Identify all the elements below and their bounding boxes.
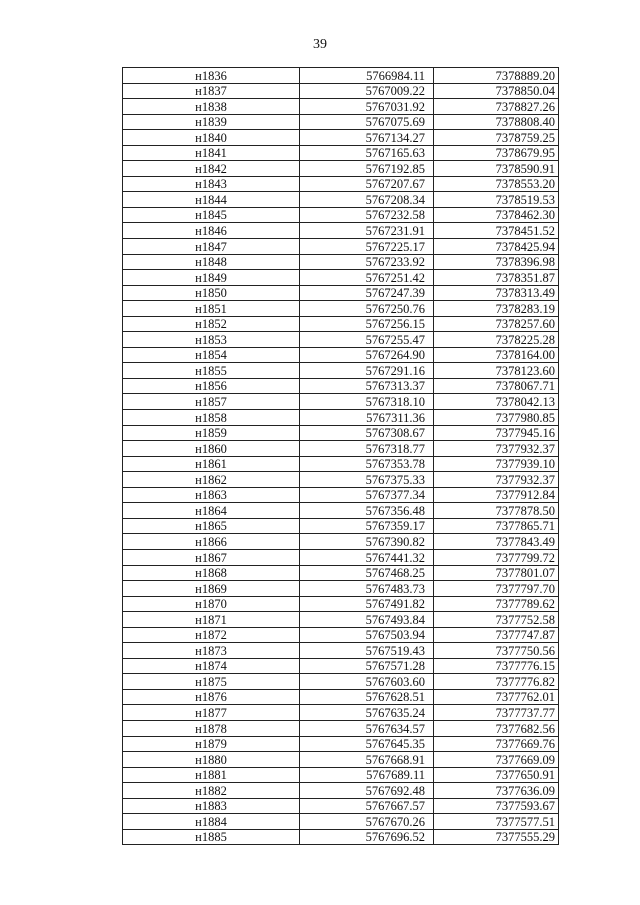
x-coordinate-cell: 5767483.73	[300, 581, 434, 597]
y-coordinate-cell: 7378679.95	[434, 145, 559, 161]
x-coordinate-cell: 5767232.58	[300, 207, 434, 223]
y-coordinate-cell: 7378519.53	[434, 192, 559, 208]
y-coordinate-cell: 7377636.09	[434, 783, 559, 799]
y-coordinate-cell: 7377912.84	[434, 487, 559, 503]
x-coordinate-cell: 5767645.35	[300, 736, 434, 752]
y-coordinate-cell: 7377945.16	[434, 425, 559, 441]
table-row	[123, 270, 559, 286]
table-row	[123, 798, 559, 814]
y-coordinate-cell: 7377762.01	[434, 689, 559, 705]
y-coordinate-cell: 7378462.30	[434, 207, 559, 223]
point-id-cell: н1874	[123, 658, 300, 674]
x-coordinate-cell: 5767493.84	[300, 612, 434, 628]
x-coordinate-cell: 5767233.92	[300, 254, 434, 270]
x-coordinate-cell: 5767377.34	[300, 487, 434, 503]
y-coordinate-cell: 7377577.51	[434, 814, 559, 830]
table-row	[123, 378, 559, 394]
table-row	[123, 783, 559, 799]
point-id-cell: н1849	[123, 270, 300, 286]
point-id-cell: н1843	[123, 176, 300, 192]
point-id-cell: н1852	[123, 316, 300, 332]
y-coordinate-cell: 7377650.91	[434, 767, 559, 783]
point-id-cell: н1848	[123, 254, 300, 270]
y-coordinate-cell: 7378257.60	[434, 316, 559, 332]
y-coordinate-cell: 7377752.58	[434, 612, 559, 628]
x-coordinate-cell: 5767291.16	[300, 363, 434, 379]
x-coordinate-cell: 5767247.39	[300, 285, 434, 301]
table-row	[123, 829, 559, 845]
x-coordinate-cell: 5767264.90	[300, 347, 434, 363]
y-coordinate-cell: 7378590.91	[434, 161, 559, 177]
table-row	[123, 720, 559, 736]
y-coordinate-cell: 7378351.87	[434, 270, 559, 286]
table-row	[123, 223, 559, 239]
y-coordinate-cell: 7377776.82	[434, 674, 559, 690]
table-row	[123, 161, 559, 177]
x-coordinate-cell: 5767318.10	[300, 394, 434, 410]
point-id-cell: н1850	[123, 285, 300, 301]
table-row	[123, 565, 559, 581]
table-row	[123, 767, 559, 783]
table-row	[123, 316, 559, 332]
point-id-cell: н1873	[123, 643, 300, 659]
table-row	[123, 674, 559, 690]
table-row	[123, 363, 559, 379]
point-id-cell: н1856	[123, 378, 300, 394]
table-row	[123, 549, 559, 565]
point-id-cell: н1877	[123, 705, 300, 721]
x-coordinate-cell: 5767692.48	[300, 783, 434, 799]
table-row	[123, 518, 559, 534]
table-row	[123, 145, 559, 161]
x-coordinate-cell: 5767491.82	[300, 596, 434, 612]
x-coordinate-cell: 5767208.34	[300, 192, 434, 208]
x-coordinate-cell: 5766984.11	[300, 68, 434, 84]
point-id-cell: н1876	[123, 689, 300, 705]
table-row	[123, 581, 559, 597]
x-coordinate-cell: 5767075.69	[300, 114, 434, 130]
y-coordinate-cell: 7378283.19	[434, 301, 559, 317]
point-id-cell: н1863	[123, 487, 300, 503]
y-coordinate-cell: 7377932.37	[434, 472, 559, 488]
x-coordinate-cell: 5767225.17	[300, 239, 434, 255]
point-id-cell: н1870	[123, 596, 300, 612]
page-number: 39	[313, 37, 327, 52]
y-coordinate-cell: 7378396.98	[434, 254, 559, 270]
y-coordinate-cell: 7377555.29	[434, 829, 559, 845]
x-coordinate-cell: 5767696.52	[300, 829, 434, 845]
table-row	[123, 130, 559, 146]
table-row	[123, 487, 559, 503]
table-row	[123, 176, 559, 192]
y-coordinate-cell: 7377669.76	[434, 736, 559, 752]
coordinates-table-body	[123, 68, 559, 845]
table-row	[123, 99, 559, 115]
x-coordinate-cell: 5767207.67	[300, 176, 434, 192]
y-coordinate-cell: 7377797.70	[434, 581, 559, 597]
point-id-cell: н1836	[123, 68, 300, 84]
point-id-cell: н1846	[123, 223, 300, 239]
point-id-cell: н1871	[123, 612, 300, 628]
point-id-cell: н1868	[123, 565, 300, 581]
table-row	[123, 736, 559, 752]
x-coordinate-cell: 5767308.67	[300, 425, 434, 441]
x-coordinate-cell: 5767603.60	[300, 674, 434, 690]
table-row	[123, 410, 559, 426]
y-coordinate-cell: 7377878.50	[434, 503, 559, 519]
point-id-cell: н1866	[123, 534, 300, 550]
point-id-cell: н1865	[123, 518, 300, 534]
point-id-cell: н1837	[123, 83, 300, 99]
table-row	[123, 207, 559, 223]
y-coordinate-cell: 7377776.15	[434, 658, 559, 674]
point-id-cell: н1884	[123, 814, 300, 830]
y-coordinate-cell: 7377593.67	[434, 798, 559, 814]
table-row	[123, 658, 559, 674]
x-coordinate-cell: 5767390.82	[300, 534, 434, 550]
x-coordinate-cell: 5767468.25	[300, 565, 434, 581]
table-row	[123, 332, 559, 348]
x-coordinate-cell: 5767670.26	[300, 814, 434, 830]
point-id-cell: н1858	[123, 410, 300, 426]
point-id-cell: н1869	[123, 581, 300, 597]
y-coordinate-cell: 7378425.94	[434, 239, 559, 255]
x-coordinate-cell: 5767165.63	[300, 145, 434, 161]
y-coordinate-cell: 7378164.00	[434, 347, 559, 363]
point-id-cell: н1851	[123, 301, 300, 317]
y-coordinate-cell: 7377669.09	[434, 752, 559, 768]
y-coordinate-cell: 7378042.13	[434, 394, 559, 410]
table-row	[123, 534, 559, 550]
x-coordinate-cell: 5767311.36	[300, 410, 434, 426]
y-coordinate-cell: 7377932.37	[434, 441, 559, 457]
point-id-cell: н1864	[123, 503, 300, 519]
table-row	[123, 689, 559, 705]
y-coordinate-cell: 7377750.56	[434, 643, 559, 659]
x-coordinate-cell: 5767628.51	[300, 689, 434, 705]
table-row	[123, 114, 559, 130]
point-id-cell: н1845	[123, 207, 300, 223]
table-row	[123, 83, 559, 99]
x-coordinate-cell: 5767356.48	[300, 503, 434, 519]
point-id-cell: н1847	[123, 239, 300, 255]
table-row	[123, 425, 559, 441]
y-coordinate-cell: 7377865.71	[434, 518, 559, 534]
table-row	[123, 752, 559, 768]
table-row	[123, 472, 559, 488]
table-row	[123, 68, 559, 84]
y-coordinate-cell: 7377682.56	[434, 720, 559, 736]
point-id-cell: н1883	[123, 798, 300, 814]
point-id-cell: н1854	[123, 347, 300, 363]
point-id-cell: н1857	[123, 394, 300, 410]
x-coordinate-cell: 5767318.77	[300, 441, 434, 457]
x-coordinate-cell: 5767251.42	[300, 270, 434, 286]
x-coordinate-cell: 5767231.91	[300, 223, 434, 239]
x-coordinate-cell: 5767192.85	[300, 161, 434, 177]
table-row	[123, 596, 559, 612]
y-coordinate-cell: 7377939.10	[434, 456, 559, 472]
point-id-cell: н1859	[123, 425, 300, 441]
y-coordinate-cell: 7378759.25	[434, 130, 559, 146]
y-coordinate-cell: 7377843.49	[434, 534, 559, 550]
y-coordinate-cell: 7378123.60	[434, 363, 559, 379]
point-id-cell: н1840	[123, 130, 300, 146]
table-row	[123, 814, 559, 830]
y-coordinate-cell: 7378827.26	[434, 99, 559, 115]
point-id-cell: н1867	[123, 549, 300, 565]
x-coordinate-cell: 5767359.17	[300, 518, 434, 534]
x-coordinate-cell: 5767375.33	[300, 472, 434, 488]
point-id-cell: н1842	[123, 161, 300, 177]
table-row	[123, 239, 559, 255]
table-row	[123, 705, 559, 721]
table-row	[123, 612, 559, 628]
point-id-cell: н1862	[123, 472, 300, 488]
x-coordinate-cell: 5767667.57	[300, 798, 434, 814]
x-coordinate-cell: 5767250.76	[300, 301, 434, 317]
table-row	[123, 503, 559, 519]
point-id-cell: н1879	[123, 736, 300, 752]
x-coordinate-cell: 5767353.78	[300, 456, 434, 472]
x-coordinate-cell: 5767255.47	[300, 332, 434, 348]
table-row	[123, 394, 559, 410]
y-coordinate-cell: 7378313.49	[434, 285, 559, 301]
x-coordinate-cell: 5767009.22	[300, 83, 434, 99]
y-coordinate-cell: 7378451.52	[434, 223, 559, 239]
table-row	[123, 627, 559, 643]
x-coordinate-cell: 5767441.32	[300, 549, 434, 565]
x-coordinate-cell: 5767571.28	[300, 658, 434, 674]
y-coordinate-cell: 7378889.20	[434, 68, 559, 84]
x-coordinate-cell: 5767134.27	[300, 130, 434, 146]
y-coordinate-cell: 7378808.40	[434, 114, 559, 130]
table-row	[123, 643, 559, 659]
x-coordinate-cell: 5767635.24	[300, 705, 434, 721]
point-id-cell: н1882	[123, 783, 300, 799]
table-row	[123, 285, 559, 301]
point-id-cell: н1875	[123, 674, 300, 690]
x-coordinate-cell: 5767519.43	[300, 643, 434, 659]
x-coordinate-cell: 5767634.57	[300, 720, 434, 736]
x-coordinate-cell: 5767031.92	[300, 99, 434, 115]
point-id-cell: н1881	[123, 767, 300, 783]
point-id-cell: н1839	[123, 114, 300, 130]
table-row	[123, 456, 559, 472]
point-id-cell: н1872	[123, 627, 300, 643]
y-coordinate-cell: 7377801.07	[434, 565, 559, 581]
point-id-cell: н1860	[123, 441, 300, 457]
point-id-cell: н1844	[123, 192, 300, 208]
point-id-cell: н1861	[123, 456, 300, 472]
table-row	[123, 441, 559, 457]
y-coordinate-cell: 7378225.28	[434, 332, 559, 348]
point-id-cell: н1878	[123, 720, 300, 736]
table-row	[123, 347, 559, 363]
table-row	[123, 254, 559, 270]
y-coordinate-cell: 7377737.77	[434, 705, 559, 721]
point-id-cell: н1855	[123, 363, 300, 379]
table-row	[123, 192, 559, 208]
x-coordinate-cell: 5767313.37	[300, 378, 434, 394]
y-coordinate-cell: 7377980.85	[434, 410, 559, 426]
point-id-cell: н1885	[123, 829, 300, 845]
x-coordinate-cell: 5767503.94	[300, 627, 434, 643]
y-coordinate-cell: 7378850.04	[434, 83, 559, 99]
point-id-cell: н1853	[123, 332, 300, 348]
x-coordinate-cell: 5767689.11	[300, 767, 434, 783]
coordinates-table	[122, 67, 559, 845]
y-coordinate-cell: 7377747.87	[434, 627, 559, 643]
x-coordinate-cell: 5767668.91	[300, 752, 434, 768]
point-id-cell: н1838	[123, 99, 300, 115]
point-id-cell: н1841	[123, 145, 300, 161]
table-row	[123, 301, 559, 317]
y-coordinate-cell: 7377799.72	[434, 549, 559, 565]
y-coordinate-cell: 7378067.71	[434, 378, 559, 394]
y-coordinate-cell: 7377789.62	[434, 596, 559, 612]
point-id-cell: н1880	[123, 752, 300, 768]
y-coordinate-cell: 7378553.20	[434, 176, 559, 192]
x-coordinate-cell: 5767256.15	[300, 316, 434, 332]
